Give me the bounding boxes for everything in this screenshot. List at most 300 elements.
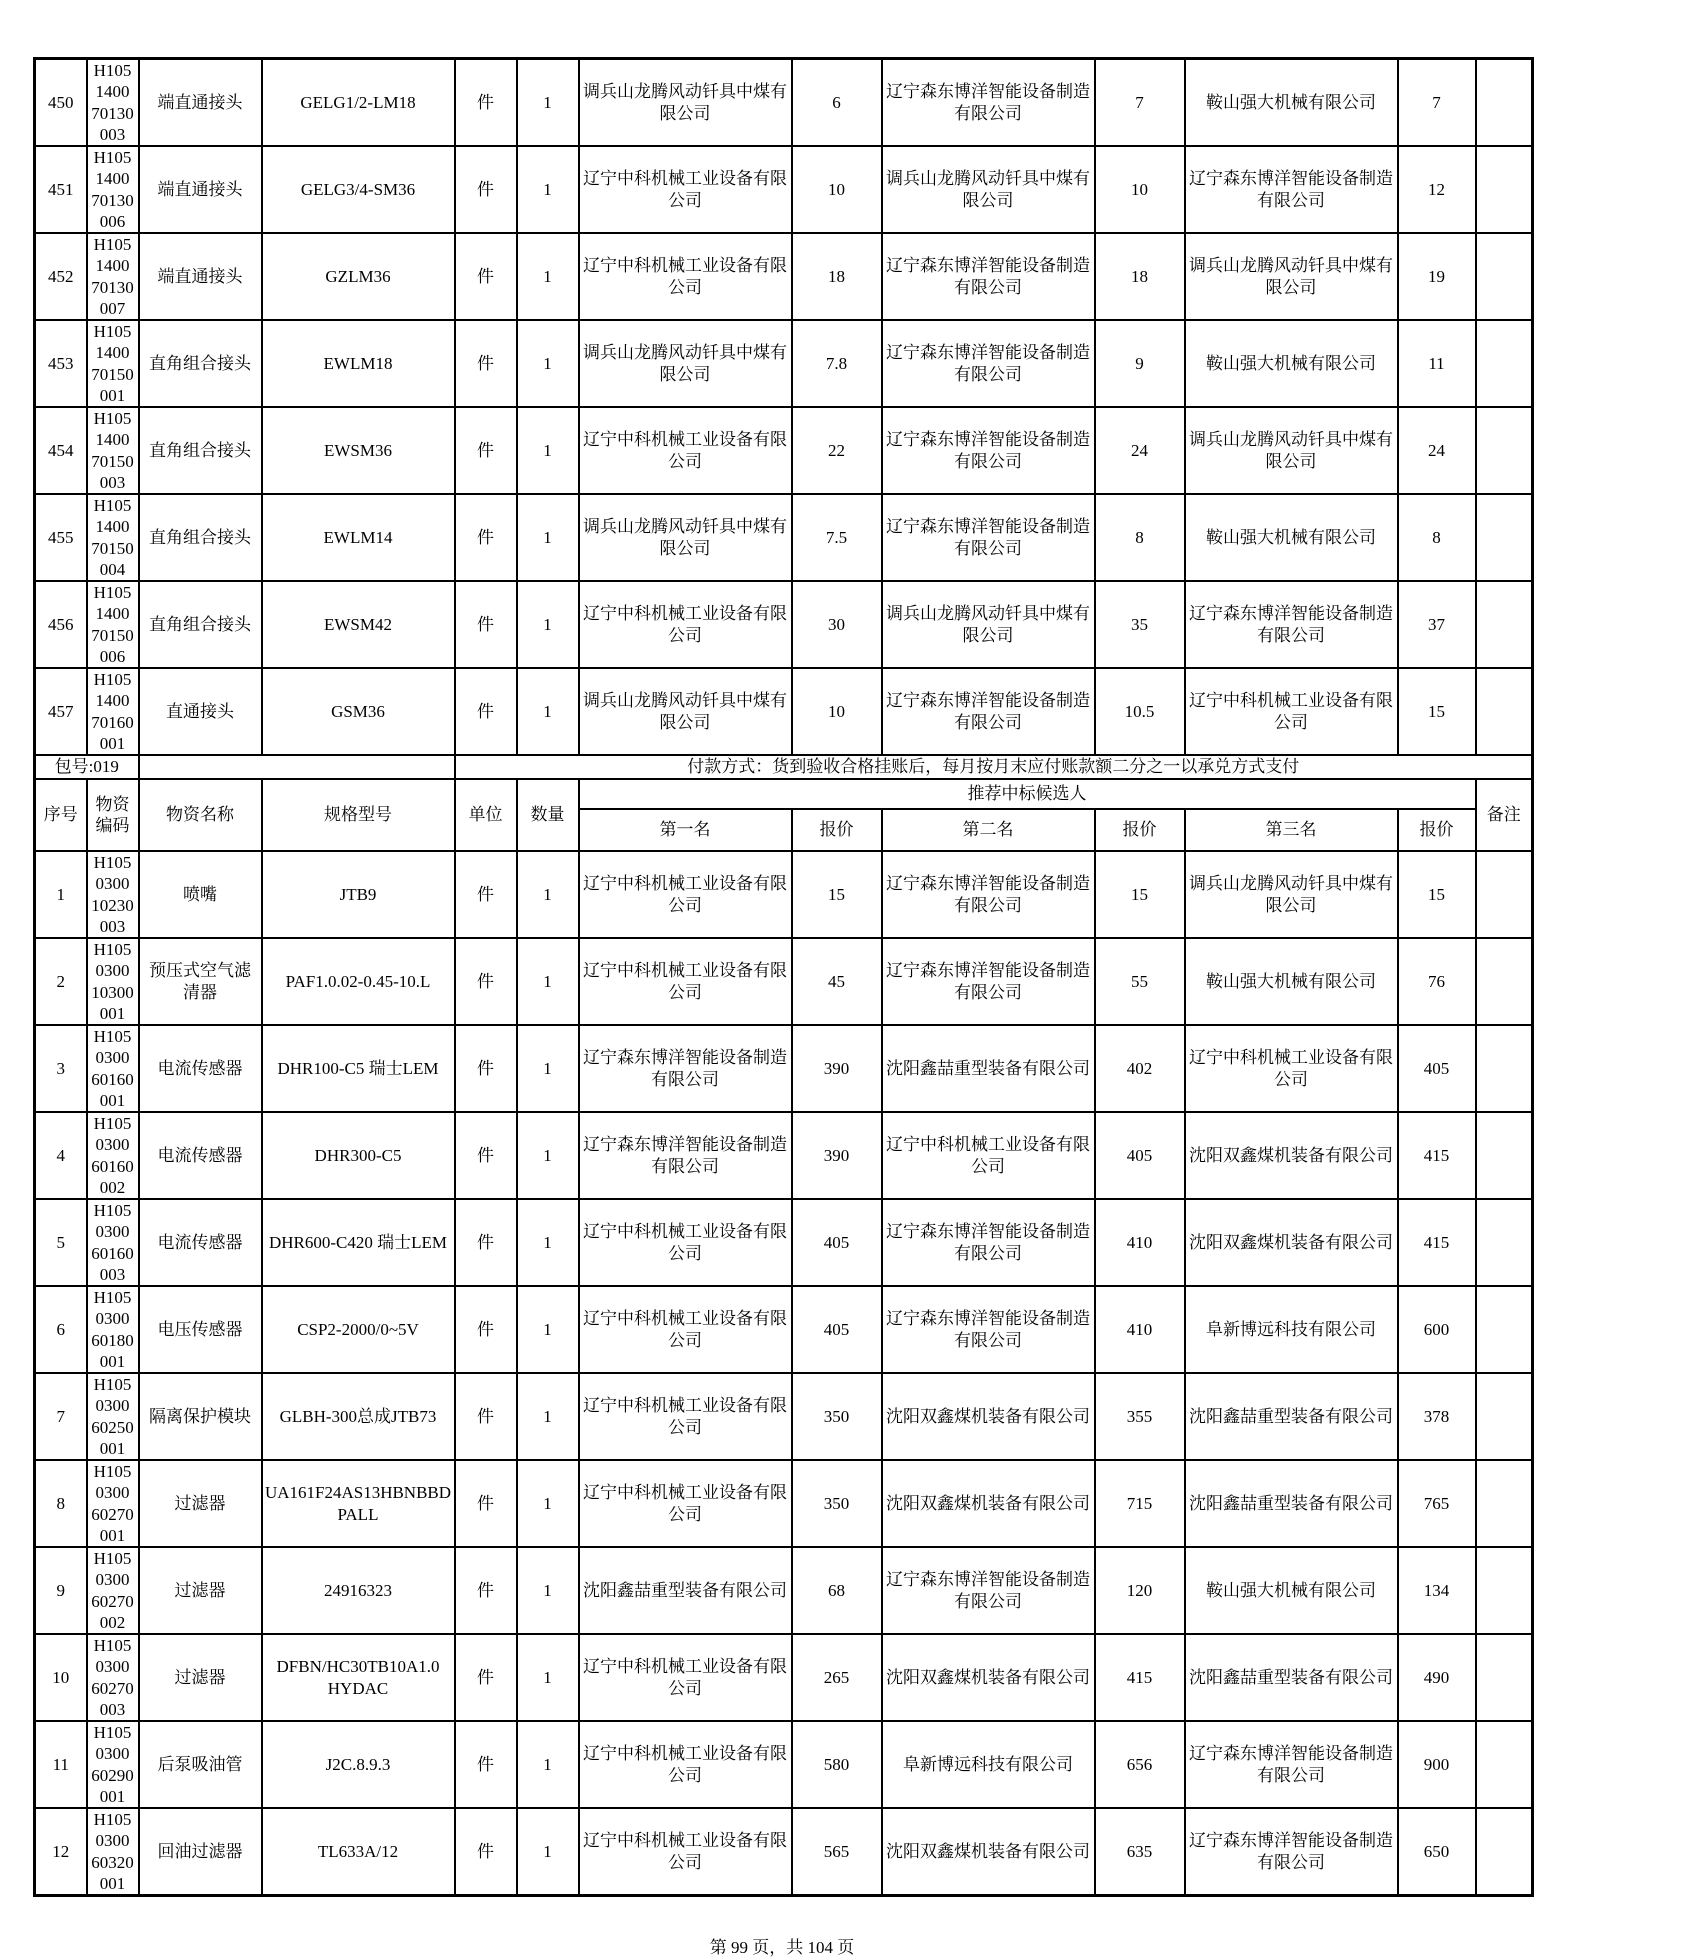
cell-seq: 12	[35, 1808, 87, 1896]
cell-remark	[1476, 668, 1533, 755]
cell-third-price: 24	[1398, 407, 1476, 494]
cell-unit: 件	[455, 851, 517, 938]
cell-first-company: 辽宁森东博洋智能设备制造有限公司	[579, 1112, 792, 1199]
table-row	[35, 938, 1533, 1025]
package-row-spacer	[139, 755, 455, 779]
header-second-price: 报价	[1095, 809, 1185, 851]
cell-second-price: 402	[1095, 1025, 1185, 1112]
cell-first-price: 405	[792, 1199, 882, 1286]
cell-material-code: H1051400 70160001	[87, 668, 139, 755]
cell-material-code: H1050300 10230003	[87, 851, 139, 938]
cell-first-price: 350	[792, 1373, 882, 1460]
cell-spec-model: J2C.8.9.3	[262, 1721, 455, 1808]
cell-third-company: 鞍山强大机械有限公司	[1185, 494, 1398, 581]
cell-material-code: H1051400 70150006	[87, 581, 139, 668]
cell-spec-model: DFBN/HC30TB10A1.0 HYDAC	[262, 1634, 455, 1721]
cell-remark	[1476, 494, 1533, 581]
header-seq: 序号	[35, 779, 87, 851]
cell-third-price: 11	[1398, 320, 1476, 407]
cell-spec-model: GELG1/2-LM18	[262, 59, 455, 147]
cell-third-company: 鞍山强大机械有限公司	[1185, 938, 1398, 1025]
cell-first-company: 辽宁中科机械工业设备有限公司	[579, 938, 792, 1025]
cell-seq: 11	[35, 1721, 87, 1808]
cell-material-name: 电压传感器	[139, 1286, 262, 1373]
table-row	[35, 407, 1533, 494]
cell-spec-model: GLBH-300总成JTB73	[262, 1373, 455, 1460]
cell-seq: 451	[35, 146, 87, 233]
cell-second-price: 355	[1095, 1373, 1185, 1460]
cell-unit: 件	[455, 1373, 517, 1460]
cell-third-price: 15	[1398, 851, 1476, 938]
table-row	[35, 1634, 1533, 1721]
cell-third-company: 鞍山强大机械有限公司	[1185, 320, 1398, 407]
cell-material-code: H1050300 60270002	[87, 1547, 139, 1634]
cell-remark	[1476, 407, 1533, 494]
table-row	[35, 851, 1533, 938]
cell-unit: 件	[455, 494, 517, 581]
cell-material-code: H1051400 70130007	[87, 233, 139, 320]
cell-third-price: 12	[1398, 146, 1476, 233]
cell-third-company: 辽宁森东博洋智能设备制造有限公司	[1185, 146, 1398, 233]
cell-second-price: 8	[1095, 494, 1185, 581]
cell-second-company: 辽宁森东博洋智能设备制造有限公司	[882, 59, 1095, 147]
cell-third-price: 37	[1398, 581, 1476, 668]
cell-remark	[1476, 1199, 1533, 1286]
cell-remark	[1476, 1721, 1533, 1808]
table-row	[35, 1286, 1533, 1373]
table-row	[35, 59, 1533, 147]
cell-seq: 452	[35, 233, 87, 320]
cell-second-company: 沈阳双鑫煤机装备有限公司	[882, 1460, 1095, 1547]
cell-first-company: 辽宁中科机械工业设备有限公司	[579, 146, 792, 233]
header-third-price: 报价	[1398, 809, 1476, 851]
cell-first-company: 调兵山龙腾风动钎具中煤有限公司	[579, 320, 792, 407]
cell-material-code: H1051400 70150003	[87, 407, 139, 494]
cell-second-price: 24	[1095, 407, 1185, 494]
cell-second-price: 7	[1095, 59, 1185, 147]
cell-second-company: 辽宁中科机械工业设备有限公司	[882, 1112, 1095, 1199]
cell-third-price: 15	[1398, 668, 1476, 755]
table-row	[35, 581, 1533, 668]
cell-seq: 1	[35, 851, 87, 938]
header-first-price: 报价	[792, 809, 882, 851]
cell-second-company: 辽宁森东博洋智能设备制造有限公司	[882, 1547, 1095, 1634]
cell-third-company: 调兵山龙腾风动钎具中煤有限公司	[1185, 407, 1398, 494]
cell-spec-model: DHR300-C5	[262, 1112, 455, 1199]
cell-remark	[1476, 1808, 1533, 1896]
cell-quantity: 1	[517, 938, 579, 1025]
header-first-place: 第一名	[579, 809, 792, 851]
cell-unit: 件	[455, 320, 517, 407]
cell-spec-model: DHR600-C420 瑞士LEM	[262, 1199, 455, 1286]
cell-third-price: 134	[1398, 1547, 1476, 1634]
cell-third-company: 辽宁森东博洋智能设备制造有限公司	[1185, 581, 1398, 668]
cell-material-code: H1050300 60250001	[87, 1373, 139, 1460]
cell-first-price: 580	[792, 1721, 882, 1808]
cell-material-code: H1050300 60160002	[87, 1112, 139, 1199]
cell-unit: 件	[455, 59, 517, 147]
cell-material-name: 过滤器	[139, 1547, 262, 1634]
cell-second-price: 410	[1095, 1286, 1185, 1373]
cell-third-company: 沈阳双鑫煤机装备有限公司	[1185, 1199, 1398, 1286]
cell-quantity: 1	[517, 1547, 579, 1634]
table-row	[35, 233, 1533, 320]
header-second-place: 第二名	[882, 809, 1095, 851]
cell-first-price: 68	[792, 1547, 882, 1634]
table-header-row-1	[35, 779, 1533, 809]
cell-unit: 件	[455, 1547, 517, 1634]
cell-third-price: 378	[1398, 1373, 1476, 1460]
cell-material-code: H1050300 60180001	[87, 1286, 139, 1373]
cell-remark	[1476, 1373, 1533, 1460]
cell-second-company: 辽宁森东博洋智能设备制造有限公司	[882, 668, 1095, 755]
cell-first-company: 沈阳鑫喆重型装备有限公司	[579, 1547, 792, 1634]
cell-first-price: 350	[792, 1460, 882, 1547]
cell-quantity: 1	[517, 59, 579, 147]
table-row	[35, 494, 1533, 581]
cell-third-price: 19	[1398, 233, 1476, 320]
cell-second-price: 635	[1095, 1808, 1185, 1896]
cell-second-price: 18	[1095, 233, 1185, 320]
cell-third-company: 调兵山龙腾风动钎具中煤有限公司	[1185, 851, 1398, 938]
cell-first-company: 调兵山龙腾风动钎具中煤有限公司	[579, 668, 792, 755]
cell-material-name: 电流传感器	[139, 1112, 262, 1199]
cell-second-company: 辽宁森东博洋智能设备制造有限公司	[882, 494, 1095, 581]
cell-quantity: 1	[517, 851, 579, 938]
cell-third-company: 辽宁中科机械工业设备有限公司	[1185, 1025, 1398, 1112]
cell-unit: 件	[455, 1460, 517, 1547]
cell-seq: 3	[35, 1025, 87, 1112]
cell-seq: 5	[35, 1199, 87, 1286]
cell-remark	[1476, 320, 1533, 407]
package-number-row	[35, 755, 1533, 779]
cell-spec-model: GZLM36	[262, 233, 455, 320]
cell-second-price: 410	[1095, 1199, 1185, 1286]
cell-third-price: 8	[1398, 494, 1476, 581]
cell-material-name: 直角组合接头	[139, 407, 262, 494]
cell-second-company: 沈阳双鑫煤机装备有限公司	[882, 1373, 1095, 1460]
cell-third-company: 沈阳鑫喆重型装备有限公司	[1185, 1373, 1398, 1460]
cell-material-code: H1050300 60290001	[87, 1721, 139, 1808]
cell-first-company: 辽宁中科机械工业设备有限公司	[579, 581, 792, 668]
cell-second-price: 715	[1095, 1460, 1185, 1547]
cell-remark	[1476, 938, 1533, 1025]
header-quantity: 数量	[517, 779, 579, 851]
cell-remark	[1476, 1547, 1533, 1634]
cell-remark	[1476, 146, 1533, 233]
cell-second-company: 辽宁森东博洋智能设备制造有限公司	[882, 1199, 1095, 1286]
cell-spec-model: CSP2-2000/0~5V	[262, 1286, 455, 1373]
page-footer: 第 99 页，共 104 页	[709, 1938, 855, 1957]
cell-spec-model: GELG3/4-SM36	[262, 146, 455, 233]
cell-material-name: 直角组合接头	[139, 581, 262, 668]
cell-material-code: H1051400 70130003	[87, 59, 139, 147]
cell-material-code: H1050300 60270003	[87, 1634, 139, 1721]
cell-second-price: 656	[1095, 1721, 1185, 1808]
header-spec-model: 规格型号	[262, 779, 455, 851]
cell-material-name: 过滤器	[139, 1460, 262, 1547]
cell-third-price: 600	[1398, 1286, 1476, 1373]
cell-second-price: 120	[1095, 1547, 1185, 1634]
cell-first-price: 390	[792, 1112, 882, 1199]
cell-third-price: 7	[1398, 59, 1476, 147]
cell-unit: 件	[455, 233, 517, 320]
cell-second-company: 辽宁森东博洋智能设备制造有限公司	[882, 851, 1095, 938]
cell-third-company: 沈阳鑫喆重型装备有限公司	[1185, 1460, 1398, 1547]
cell-third-company: 鞍山强大机械有限公司	[1185, 59, 1398, 147]
cell-second-price: 15	[1095, 851, 1185, 938]
cell-remark	[1476, 1286, 1533, 1373]
cell-third-company: 沈阳鑫喆重型装备有限公司	[1185, 1634, 1398, 1721]
cell-third-company: 辽宁中科机械工业设备有限公司	[1185, 668, 1398, 755]
cell-first-company: 辽宁中科机械工业设备有限公司	[579, 1199, 792, 1286]
cell-seq: 455	[35, 494, 87, 581]
cell-first-price: 18	[792, 233, 882, 320]
cell-material-name: 电流传感器	[139, 1025, 262, 1112]
cell-first-company: 调兵山龙腾风动钎具中煤有限公司	[579, 494, 792, 581]
cell-third-price: 415	[1398, 1112, 1476, 1199]
cell-spec-model: EWSM42	[262, 581, 455, 668]
cell-material-name: 直角组合接头	[139, 320, 262, 407]
cell-unit: 件	[455, 938, 517, 1025]
cell-unit: 件	[455, 1199, 517, 1286]
cell-second-price: 10	[1095, 146, 1185, 233]
cell-second-price: 405	[1095, 1112, 1185, 1199]
cell-quantity: 1	[517, 668, 579, 755]
package-number-label: 包号:019	[35, 755, 139, 779]
cell-unit: 件	[455, 1025, 517, 1112]
procurement-bid-table	[33, 57, 1534, 1897]
table-row	[35, 1721, 1533, 1808]
cell-third-company: 鞍山强大机械有限公司	[1185, 1547, 1398, 1634]
cell-third-company: 阜新博远科技有限公司	[1185, 1286, 1398, 1373]
cell-third-price: 650	[1398, 1808, 1476, 1896]
cell-second-company: 沈阳鑫喆重型装备有限公司	[882, 1025, 1095, 1112]
cell-first-company: 辽宁中科机械工业设备有限公司	[579, 1373, 792, 1460]
cell-unit: 件	[455, 1286, 517, 1373]
cell-second-price: 35	[1095, 581, 1185, 668]
cell-spec-model: JTB9	[262, 851, 455, 938]
cell-second-company: 辽宁森东博洋智能设备制造有限公司	[882, 407, 1095, 494]
cell-first-price: 265	[792, 1634, 882, 1721]
cell-first-price: 6	[792, 59, 882, 147]
cell-seq: 457	[35, 668, 87, 755]
cell-second-company: 辽宁森东博洋智能设备制造有限公司	[882, 233, 1095, 320]
cell-third-price: 76	[1398, 938, 1476, 1025]
cell-second-price: 55	[1095, 938, 1185, 1025]
cell-first-price: 7.8	[792, 320, 882, 407]
header-material-code: 物资编码	[87, 779, 139, 851]
cell-second-company: 调兵山龙腾风动钎具中煤有限公司	[882, 581, 1095, 668]
cell-seq: 6	[35, 1286, 87, 1373]
cell-third-price: 900	[1398, 1721, 1476, 1808]
cell-remark	[1476, 1025, 1533, 1112]
table-row	[35, 146, 1533, 233]
header-unit: 单位	[455, 779, 517, 851]
cell-remark	[1476, 581, 1533, 668]
cell-first-company: 辽宁中科机械工业设备有限公司	[579, 1460, 792, 1547]
cell-quantity: 1	[517, 1460, 579, 1547]
cell-seq: 7	[35, 1373, 87, 1460]
cell-spec-model: EWLM18	[262, 320, 455, 407]
cell-remark	[1476, 1634, 1533, 1721]
cell-quantity: 1	[517, 494, 579, 581]
cell-spec-model: DHR100-C5 瑞士LEM	[262, 1025, 455, 1112]
table-row	[35, 1112, 1533, 1199]
cell-third-price: 405	[1398, 1025, 1476, 1112]
cell-spec-model: EWSM36	[262, 407, 455, 494]
cell-material-name: 端直通接头	[139, 233, 262, 320]
cell-first-company: 辽宁森东博洋智能设备制造有限公司	[579, 1025, 792, 1112]
cell-material-name: 隔离保护模块	[139, 1373, 262, 1460]
table-row	[35, 1808, 1533, 1896]
cell-unit: 件	[455, 1721, 517, 1808]
cell-second-company: 辽宁森东博洋智能设备制造有限公司	[882, 938, 1095, 1025]
table-row	[35, 1547, 1533, 1634]
header-material-name: 物资名称	[139, 779, 262, 851]
cell-first-price: 10	[792, 668, 882, 755]
cell-remark	[1476, 59, 1533, 147]
table-row	[35, 1199, 1533, 1286]
table-row	[35, 668, 1533, 755]
cell-third-price: 415	[1398, 1199, 1476, 1286]
cell-spec-model: UA161F24AS13HBNBBD PALL	[262, 1460, 455, 1547]
cell-seq: 10	[35, 1634, 87, 1721]
cell-first-price: 22	[792, 407, 882, 494]
cell-first-company: 辽宁中科机械工业设备有限公司	[579, 1634, 792, 1721]
cell-spec-model: 24916323	[262, 1547, 455, 1634]
header-remark: 备注	[1476, 779, 1533, 851]
cell-seq: 454	[35, 407, 87, 494]
cell-second-company: 阜新博远科技有限公司	[882, 1721, 1095, 1808]
cell-seq: 450	[35, 59, 87, 147]
cell-quantity: 1	[517, 1112, 579, 1199]
cell-unit: 件	[455, 1112, 517, 1199]
cell-first-company: 辽宁中科机械工业设备有限公司	[579, 1286, 792, 1373]
cell-material-name: 端直通接头	[139, 146, 262, 233]
table-row	[35, 1025, 1533, 1112]
cell-quantity: 1	[517, 146, 579, 233]
cell-remark	[1476, 851, 1533, 938]
cell-material-name: 直角组合接头	[139, 494, 262, 581]
cell-material-code: H1050300 60160001	[87, 1025, 139, 1112]
cell-seq: 8	[35, 1460, 87, 1547]
cell-first-company: 辽宁中科机械工业设备有限公司	[579, 407, 792, 494]
cell-seq: 453	[35, 320, 87, 407]
cell-first-price: 15	[792, 851, 882, 938]
table-row	[35, 320, 1533, 407]
cell-third-company: 辽宁森东博洋智能设备制造有限公司	[1185, 1808, 1398, 1896]
cell-quantity: 1	[517, 1199, 579, 1286]
cell-material-code: H1050300 60160003	[87, 1199, 139, 1286]
cell-material-name: 端直通接头	[139, 59, 262, 147]
cell-quantity: 1	[517, 1373, 579, 1460]
header-recommended-candidates: 推荐中标候选人	[579, 779, 1476, 809]
table-row	[35, 1460, 1533, 1547]
cell-quantity: 1	[517, 320, 579, 407]
cell-first-price: 390	[792, 1025, 882, 1112]
cell-third-price: 765	[1398, 1460, 1476, 1547]
cell-seq: 9	[35, 1547, 87, 1634]
cell-unit: 件	[455, 1808, 517, 1896]
cell-unit: 件	[455, 668, 517, 755]
cell-first-company: 辽宁中科机械工业设备有限公司	[579, 1808, 792, 1896]
cell-spec-model: GSM36	[262, 668, 455, 755]
cell-seq: 4	[35, 1112, 87, 1199]
package-divider-and-header	[35, 755, 1533, 851]
cell-second-company: 辽宁森东博洋智能设备制造有限公司	[882, 1286, 1095, 1373]
cell-quantity: 1	[517, 581, 579, 668]
cell-first-price: 565	[792, 1808, 882, 1896]
cell-third-company: 辽宁森东博洋智能设备制造有限公司	[1185, 1721, 1398, 1808]
cell-spec-model: TL633A/12	[262, 1808, 455, 1896]
cell-material-code: H1051400 70150004	[87, 494, 139, 581]
cell-spec-model: EWLM14	[262, 494, 455, 581]
cell-remark	[1476, 1460, 1533, 1547]
cell-first-company: 辽宁中科机械工业设备有限公司	[579, 1721, 792, 1808]
cell-material-code: H1050300 10300001	[87, 938, 139, 1025]
cell-first-price: 30	[792, 581, 882, 668]
cell-remark	[1476, 1112, 1533, 1199]
cell-material-name: 过滤器	[139, 1634, 262, 1721]
cell-second-price: 9	[1095, 320, 1185, 407]
cell-first-price: 7.5	[792, 494, 882, 581]
cell-first-price: 405	[792, 1286, 882, 1373]
cell-unit: 件	[455, 146, 517, 233]
cell-unit: 件	[455, 407, 517, 494]
cell-material-code: H1050300 60320001	[87, 1808, 139, 1896]
cell-material-code: H1050300 60270001	[87, 1460, 139, 1547]
cell-third-price: 490	[1398, 1634, 1476, 1721]
cell-spec-model: PAF1.0.02-0.45-10.L	[262, 938, 455, 1025]
cell-quantity: 1	[517, 233, 579, 320]
header-third-place: 第三名	[1185, 809, 1398, 851]
cell-quantity: 1	[517, 1025, 579, 1112]
cell-material-name: 电流传感器	[139, 1199, 262, 1286]
cell-second-company: 沈阳双鑫煤机装备有限公司	[882, 1808, 1095, 1896]
cell-first-price: 45	[792, 938, 882, 1025]
cell-second-company: 沈阳双鑫煤机装备有限公司	[882, 1634, 1095, 1721]
cell-material-name: 直通接头	[139, 668, 262, 755]
cell-third-company: 沈阳双鑫煤机装备有限公司	[1185, 1112, 1398, 1199]
cell-material-name: 回油过滤器	[139, 1808, 262, 1896]
cell-first-company: 辽宁中科机械工业设备有限公司	[579, 851, 792, 938]
cell-seq: 2	[35, 938, 87, 1025]
cell-second-price: 415	[1095, 1634, 1185, 1721]
cell-material-name: 后泵吸油管	[139, 1721, 262, 1808]
cell-second-company: 调兵山龙腾风动钎具中煤有限公司	[882, 146, 1095, 233]
cell-first-price: 10	[792, 146, 882, 233]
cell-second-company: 辽宁森东博洋智能设备制造有限公司	[882, 320, 1095, 407]
cell-unit: 件	[455, 1634, 517, 1721]
cell-unit: 件	[455, 581, 517, 668]
cell-quantity: 1	[517, 1721, 579, 1808]
package-019-rows	[35, 851, 1533, 1896]
cell-first-company: 调兵山龙腾风动钎具中煤有限公司	[579, 59, 792, 147]
package-018-continued-rows	[35, 59, 1533, 756]
cell-quantity: 1	[517, 1808, 579, 1896]
cell-material-name: 预压式空气滤清器	[139, 938, 262, 1025]
cell-remark	[1476, 233, 1533, 320]
cell-quantity: 1	[517, 1634, 579, 1721]
cell-material-name: 喷嘴	[139, 851, 262, 938]
cell-quantity: 1	[517, 1286, 579, 1373]
cell-third-company: 调兵山龙腾风动钎具中煤有限公司	[1185, 233, 1398, 320]
cell-second-price: 10.5	[1095, 668, 1185, 755]
payment-terms-text: 付款方式：货到验收合格挂账后，每月按月末应付账款额二分之一以承兑方式支付	[455, 755, 1533, 779]
cell-seq: 456	[35, 581, 87, 668]
table-row	[35, 1373, 1533, 1460]
